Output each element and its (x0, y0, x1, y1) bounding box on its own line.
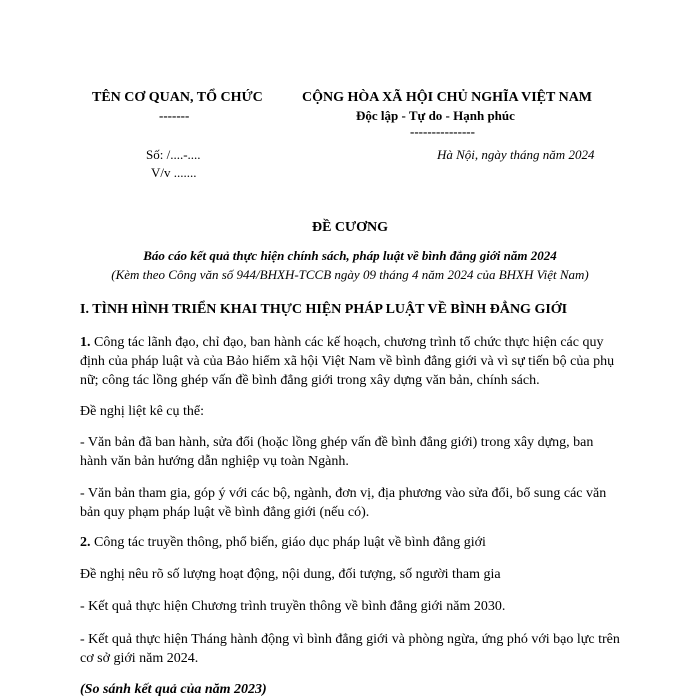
item-1-paragraph (80, 333, 620, 390)
attachment-note: (Kèm theo Công văn số 944/BHXH-TCCB ngày 09 tháng 4 năm 2024 của BHXH Việt Nam) (111, 267, 589, 282)
motto-dashes: --------------- (410, 124, 475, 139)
item-2-bullet-1: - Kết quả thực hiện Chương trình truyền thông về bình đẳng giới năm 2030. (80, 599, 506, 614)
country-name: CỘNG HÒA XÃ HỘI CHỦ NGHĨA VIỆT NAM (302, 90, 593, 105)
org-name: TÊN CƠ QUAN, TỔ CHỨC (92, 90, 263, 105)
item-2-number: 2. (80, 535, 91, 550)
item-1-number: 1. (80, 335, 91, 350)
item-2-text: Công tác truyền thông, phổ biến, giáo dục pháp luật về bình đẳng giới (90, 535, 486, 550)
item-1-bullet-1: - Văn bản đã ban hành, sửa đổi (hoặc lồng ghép vấn đề bình đẳng giới) trong xây dựng, ban hành văn bản hướng dẫn nghiệp vụ toàn Ngành. (80, 435, 594, 469)
item-1-request: Đề nghị liệt kê cụ thể: (80, 404, 205, 419)
comparison-note: (So sánh kết quả của năm 2023) (80, 682, 267, 697)
item-2-bullet-2: - Kết quả thực hiện Tháng hành động vì bình đẳng giới và phòng ngừa, ứng phó với bạo lực trên cơ sở giới năm 2024. (80, 632, 620, 666)
motto: Độc lập - Tự do - Hạnh phúc (356, 108, 515, 123)
place-date: Hà Nội, ngày tháng năm 2024 (437, 147, 595, 162)
document-number: Số: /....-.... (146, 147, 201, 162)
item-2-request: Đề nghị nêu rõ số lượng hoạt động, nội dung, đối tượng, số người tham gia (80, 567, 501, 582)
section-heading: I. TÌNH HÌNH TRIỂN KHAI THỰC HIỆN PHÁP LUẬT VỀ BÌNH ĐẲNG GIỚI (80, 302, 568, 317)
document-subtitle: Báo cáo kết quả thực hiện chính sách, pháp luật về bình đẳng giới năm 2024 (143, 248, 557, 263)
item-2-paragraph (80, 533, 620, 552)
document-title: ĐỀ CƯƠNG (311, 220, 389, 235)
org-dashes: ------- (159, 108, 190, 123)
item-1-text: Công tác lãnh đạo, chỉ đạo, ban hành các kế hoạch, chương trình tổ chức thực hiện các quy định của pháp luật và của Bảo hiểm xã hội Việt Nam về bình đẳng giới và vì sự tiến bộ của phụ nữ; công tác lồng ghép vấn đề bình đẳng giới trong xây dựng văn bản, chính sách. (80, 335, 615, 388)
item-1-bullet-2: - Văn bản tham gia, góp ý với các bộ, ngành, đơn vị, địa phương vào sửa đổi, bổ sung các văn bản quy phạm pháp luật về bình đẳng giới (nếu có). (80, 486, 607, 520)
subject-reference: V/v ....... (151, 165, 197, 180)
